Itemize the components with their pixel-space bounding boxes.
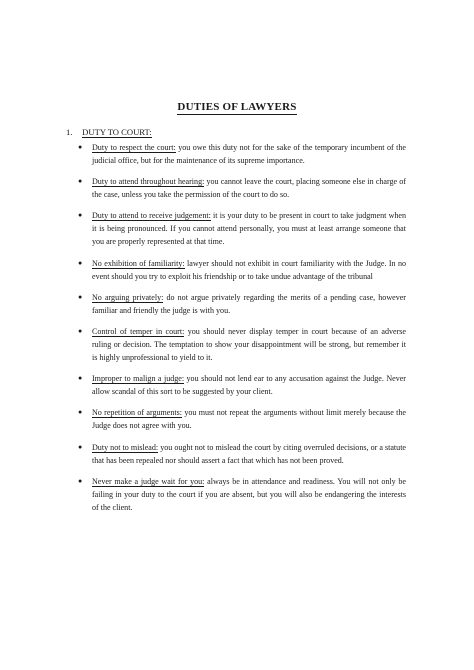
section-heading [66, 127, 152, 137]
duty-heading: No repetition of arguments: [92, 408, 182, 418]
section-number: 1. [66, 127, 73, 137]
duty-text: you must not repeat the arguments without limit merely because the Judge does not agree with you. [92, 408, 406, 431]
duty-item [78, 209, 406, 248]
bullet-icon: ● [78, 374, 83, 383]
duty-item [78, 406, 406, 432]
duty-text: you should not lend ear to any accusation against the Judge. Never allow scandal of this sort to be suggested by your client. [92, 374, 406, 397]
document-title [0, 101, 474, 113]
bullet-icon: ● [78, 408, 83, 417]
duty-heading: No arguing privately: [92, 292, 164, 302]
duty-heading: Improper to malign a judge: [92, 374, 185, 384]
duty-text: always be in attendance and readiness. You will not only be failing in your duty to the court if you are absent, but you will also be endangering the interests of the client. [92, 476, 406, 512]
bullet-icon: ● [78, 292, 83, 301]
duty-heading: Never make a judge wait for you: [92, 476, 205, 486]
bullet-icon: ● [78, 442, 83, 451]
duty-text: you cannot leave the court, placing someone else in charge of the case, unless you take the permission of the court to do so. [92, 177, 406, 200]
duty-heading: Control of temper in court: [92, 326, 185, 336]
duty-text: it is your duty to be present in court to take judgment when it is being pronounced. If you cannot attend personally, you must at least arrange someone that you are properly represented at that time. [92, 211, 406, 247]
duty-text: you ought not to mislead the court by citing overruled decisions, or a statute that has been repealed nor should assert a fact that which has not been proved. [92, 442, 406, 465]
duty-text: do not argue privately regarding the merits of a pending case, however familiar and friendly the judge is with you. [92, 292, 406, 315]
duty-item [78, 441, 406, 467]
duty-heading: Duty to attend throughout hearing: [92, 177, 205, 187]
duty-text: lawyer should not exhibit in court familiarity with the Judge. In no event should you try to exploit his friendship or to take undue advantage of the tribunal [92, 258, 407, 281]
duty-heading: Duty not to mislead: [92, 442, 159, 452]
duty-item [78, 325, 406, 364]
bullet-icon: ● [78, 476, 83, 485]
duty-heading: Duty to respect the court: [92, 143, 176, 152]
duty-item [78, 291, 406, 317]
duties-list [78, 141, 406, 522]
duty-item [78, 372, 406, 398]
duty-item [78, 175, 406, 201]
duty-heading: Duty to attend to receive judgement: [92, 211, 211, 221]
duty-text: you should never display temper in court because of an adverse ruling or decision. The temptation to show your disappointment will be strong, but remember it is highly unprofessional to yield to it. [92, 326, 406, 362]
bullet-icon: ● [78, 211, 83, 220]
bullet-icon: ● [78, 143, 83, 151]
bullet-icon: ● [78, 177, 83, 186]
duty-item [78, 257, 406, 283]
duty-item [78, 475, 406, 514]
duty-heading: No exhibition of familiarity: [92, 258, 185, 268]
bullet-icon: ● [78, 258, 83, 267]
section-title: DUTY TO COURT: [82, 127, 152, 137]
duty-text: you owe this duty not for the sake of the temporary incumbent of the judicial office, but for the maintenance of its supreme importance. [92, 143, 406, 165]
duty-item [78, 141, 406, 167]
bullet-icon: ● [78, 326, 83, 335]
document-title-text: DUTIES OF LAWYERS [177, 101, 297, 113]
